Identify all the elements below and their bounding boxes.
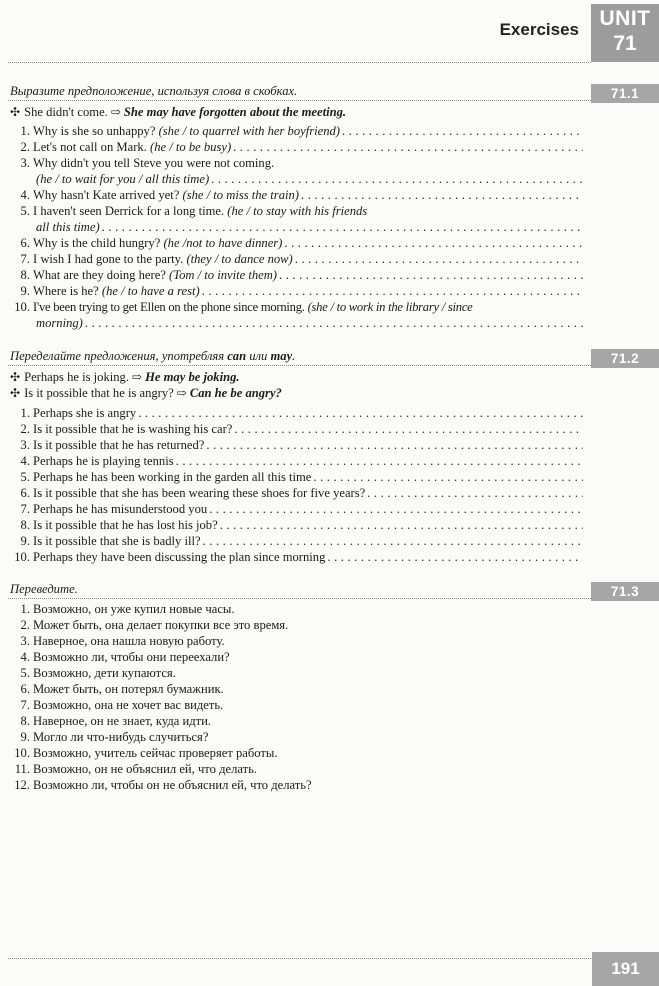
item-text: Могло ли что-нибудь случиться? [33, 730, 209, 744]
item-number: 2. [20, 618, 30, 632]
exercise-item [0, 453, 585, 469]
exercise-item [0, 123, 585, 139]
item-text: Why hasn't Kate arrived yet? [33, 188, 180, 202]
instruction-text: Переделайте предложения, употребляя [10, 349, 228, 363]
item-number: 1. [20, 406, 30, 420]
item-hint: (she / to work in the library / since [307, 300, 473, 314]
item-text: Perhaps he is playing tennis [33, 454, 174, 468]
item-hint: morning) [36, 316, 83, 330]
item-hint: (she / to quarrel with her boyfriend) [158, 124, 341, 138]
exercise-item [0, 437, 585, 453]
answer-blank[interactable] [209, 171, 583, 187]
exercise-instruction: Выразите предположение, используя слова в скобках. [10, 84, 298, 98]
keyword-may: may [270, 349, 293, 363]
answer-blank[interactable] [232, 421, 583, 437]
item-text: Is it possible that he has returned? [33, 438, 205, 452]
exercise-item [0, 729, 585, 745]
answer-blank[interactable] [207, 501, 583, 517]
item-text: Let's not call on Mark. [33, 140, 147, 154]
exercise-instruction [10, 349, 295, 364]
exercise-item [0, 203, 585, 219]
answer-blank[interactable] [299, 187, 583, 203]
item-number: 3. [20, 634, 30, 648]
item-text: Возможно, учитель сейчас проверяет работы. [33, 746, 278, 760]
exercise-label: 71.3 [591, 582, 659, 601]
item-text: Is it possible that she has been wearing these shoes for five years? [33, 486, 366, 500]
item-number: 1. [20, 124, 30, 138]
item-text: Возможно, дети купаются. [33, 666, 176, 680]
exercise-item [0, 155, 585, 171]
item-text: Наверное, он не знает, куда идти. [33, 714, 212, 728]
item-text: Is it possible that she is badly ill? [33, 534, 201, 548]
item-number: 9. [20, 534, 30, 548]
item-number: 2. [20, 140, 30, 154]
item-number: 12. [14, 778, 30, 792]
item-text: Perhaps they have been discussing the plan since morning [33, 550, 326, 564]
item-number: 7. [20, 252, 30, 266]
item-text: Может быть, она делает покупки все это время. [33, 618, 289, 632]
arrow-right-icon: ⇨ [110, 105, 121, 119]
item-hint: (Tom / to invite them) [169, 268, 277, 282]
item-hint: (he /not to have dinner) [163, 236, 283, 250]
answer-blank[interactable] [231, 139, 583, 155]
page-number: 191 [592, 952, 659, 986]
answer-blank[interactable] [365, 485, 583, 501]
item-text: Perhaps he has misunderstood you [33, 502, 208, 516]
footer-divider [8, 958, 591, 959]
item-number: 6. [20, 236, 30, 250]
item-number: 10. [14, 550, 30, 564]
answer-blank[interactable] [311, 469, 583, 485]
exercise-item [0, 235, 585, 251]
item-text: Why didn't you tell Steve you were not coming. [33, 156, 275, 170]
exercise-item [0, 187, 585, 203]
exercise-label: 71.1 [591, 84, 659, 103]
exercise-item [0, 745, 585, 761]
exercise-item [0, 299, 585, 315]
item-number: 5. [20, 204, 30, 218]
example-line [10, 369, 240, 385]
example-line [10, 385, 282, 401]
instruction-text: или [246, 349, 271, 363]
answer-blank[interactable] [201, 533, 583, 549]
answer-blank[interactable] [204, 437, 583, 453]
exercise-item [0, 267, 585, 283]
item-number: 3. [20, 438, 30, 452]
answer-blank[interactable] [218, 517, 583, 533]
answer-blank[interactable] [277, 267, 583, 283]
arrow-right-icon: ⇨ [176, 386, 187, 400]
answer-blank[interactable] [325, 549, 583, 565]
answer-blank[interactable] [174, 453, 583, 469]
item-text: Perhaps he has been working in the garden all this time [33, 470, 312, 484]
exercise-item [0, 633, 585, 649]
example-question: Perhaps he is joking. [24, 370, 130, 384]
example-question: Is it possible that he is angry? [24, 386, 174, 400]
item-number: 3. [20, 156, 30, 170]
arrow-right-icon: ⇨ [132, 370, 143, 384]
item-hint: (he / to have a rest) [101, 284, 200, 298]
exercise-item [0, 139, 585, 155]
exercise-item [0, 649, 585, 665]
instruction-text: . [292, 349, 296, 363]
exercise-item [0, 777, 585, 793]
item-number: 4. [20, 188, 30, 202]
item-number: 9. [20, 284, 30, 298]
answer-blank[interactable] [136, 405, 583, 421]
item-number: 9. [20, 730, 30, 744]
exercise-item [0, 713, 585, 729]
answer-blank[interactable] [200, 283, 583, 299]
item-number: 6. [20, 486, 30, 500]
item-hint: (she / to miss the train) [182, 188, 299, 202]
cross-marker-icon: ✣ [10, 370, 21, 384]
exercise-item [0, 549, 585, 565]
item-text: Is it possible that he has lost his job? [33, 518, 218, 532]
item-text: I've been trying to get Ellen on the phone since morning. [33, 300, 305, 314]
exercise-item [0, 761, 585, 777]
page-header [0, 0, 659, 70]
keyword-can: can [227, 349, 247, 363]
unit-number: 71 [613, 32, 637, 55]
header-divider [8, 62, 591, 64]
example-answer: Can he be angry? [189, 386, 282, 400]
example-question: She didn't come. [24, 105, 108, 119]
item-number: 4. [20, 650, 30, 664]
exercise-label: 71.2 [591, 349, 659, 368]
exercise-item [0, 469, 585, 485]
exercise-item [0, 617, 585, 633]
item-text: Возможно, она не хочет вас видеть. [33, 698, 224, 712]
item-hint: (he / to stay with his friends [227, 204, 368, 218]
item-number: 7. [20, 502, 30, 516]
exercise-item [0, 485, 585, 501]
item-text: Is it possible that he is washing his car? [33, 422, 233, 436]
item-text: Why is the child hungry? [33, 236, 161, 250]
exercise-item-continued [0, 219, 585, 235]
exercise-item [0, 421, 585, 437]
section-divider [8, 365, 591, 366]
exercise-item [0, 697, 585, 713]
item-text: Возможно, он не объяснил ей, что делать. [33, 762, 258, 776]
example-line [10, 104, 346, 120]
example-answer: He may be joking. [145, 370, 240, 384]
item-text: Возможно, он уже купил новые часы. [33, 602, 235, 616]
item-number: 7. [20, 698, 30, 712]
item-number: 4. [20, 454, 30, 468]
exercise-item [0, 251, 585, 267]
item-text: I haven't seen Derrick for a long time. [33, 204, 225, 218]
item-hint: (they / to dance now) [186, 252, 293, 266]
unit-badge [591, 4, 659, 62]
exercise-instruction: Переведите. [10, 582, 78, 596]
item-number: 10. [14, 746, 30, 760]
exercise-item [0, 681, 585, 697]
answer-blank[interactable] [100, 219, 583, 235]
section-divider [8, 598, 591, 599]
cross-marker-icon: ✣ [10, 105, 21, 119]
answer-blank[interactable] [282, 235, 583, 251]
item-number: 5. [20, 470, 30, 484]
section-divider [8, 100, 591, 101]
item-hint: (he / to be busy) [150, 140, 232, 154]
item-number: 8. [20, 714, 30, 728]
cross-marker-icon: ✣ [10, 386, 21, 400]
answer-blank[interactable] [293, 251, 583, 267]
exercise-item [0, 501, 585, 517]
item-number: 1. [20, 602, 30, 616]
page-title: Exercises [499, 20, 579, 39]
item-hint: (he / to wait for you / all this time) [36, 172, 210, 186]
unit-label: UNIT [599, 7, 651, 30]
item-text: Возможно ли, чтобы он не объяснил ей, что делать? [33, 778, 312, 792]
answer-blank[interactable] [340, 123, 583, 139]
item-text: Возможно ли, чтобы они переехали? [33, 650, 230, 664]
item-text: Where is he? [33, 284, 99, 298]
item-text: Наверное, она нашла новую работу. [33, 634, 225, 648]
example-answer: She may have forgotten about the meeting. [123, 105, 347, 119]
exercise-item [0, 405, 585, 421]
item-number: 8. [20, 518, 30, 532]
exercise-item-continued [0, 315, 585, 331]
item-number: 10. [14, 300, 30, 314]
item-number: 8. [20, 268, 30, 282]
exercise-item [0, 601, 585, 617]
exercise-item [0, 283, 585, 299]
answer-blank[interactable] [83, 315, 583, 331]
item-text: Why is she so unhappy? [33, 124, 156, 138]
exercise-item [0, 533, 585, 549]
exercise-item [0, 665, 585, 681]
item-text: Может быть, он потерял бумажник. [33, 682, 224, 696]
item-text: Perhaps she is angry [33, 406, 137, 420]
item-number: 2. [20, 422, 30, 436]
item-number: 5. [20, 666, 30, 680]
item-number: 11. [14, 762, 30, 776]
exercise-item [0, 517, 585, 533]
item-text: What are they doing here? [33, 268, 166, 282]
item-text: I wish I had gone to the party. [33, 252, 184, 266]
item-number: 6. [20, 682, 30, 696]
exercise-item-continued [0, 171, 585, 187]
item-hint: all this time) [36, 220, 100, 234]
